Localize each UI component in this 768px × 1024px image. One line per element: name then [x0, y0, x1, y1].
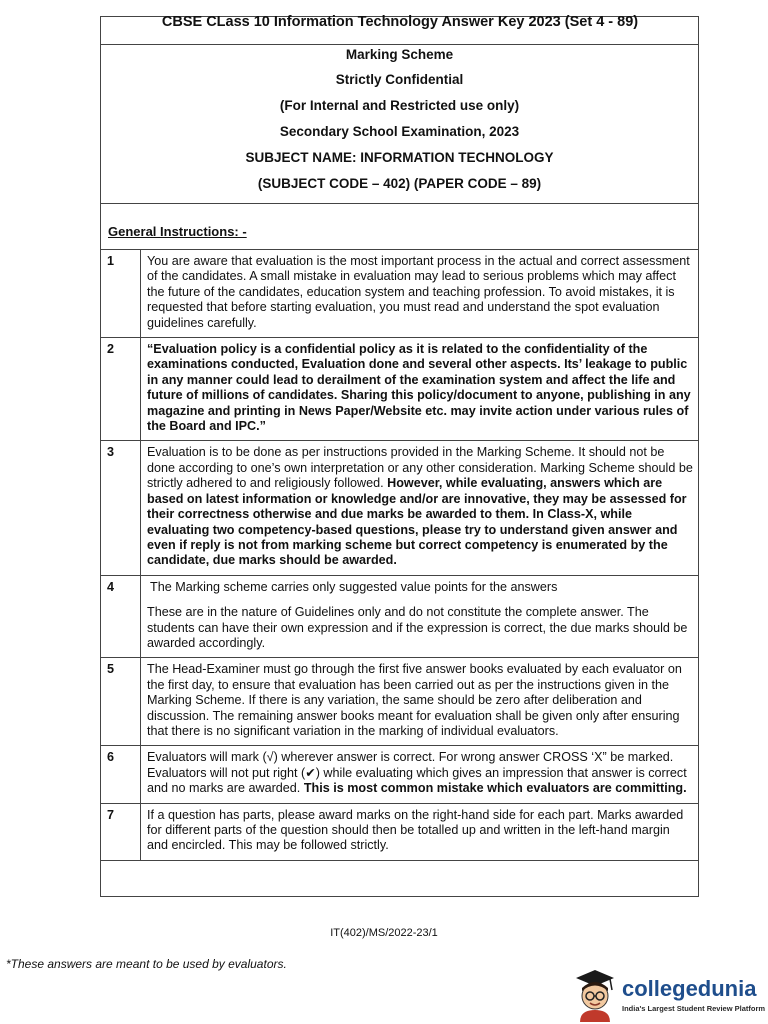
instructions-table [100, 249, 699, 861]
table-row [100, 575, 699, 658]
instruction-body: The Head-Examiner must go through the first five answer books evaluated by each evaluator on the first day, to ensure that evaluation has been carried out as per the instructions given in the Marking Scheme. If there is any variation, the same should be zero after deliberation and discussion. The remaining answer books meant for evaluation shall be given only after ensuring that there is no significant variation in the marking of individual evaluators. [147, 662, 682, 738]
instruction-number: 6 [100, 746, 141, 803]
header-line-2: Strictly Confidential [335, 72, 464, 87]
instruction-body-2: These are in the nature of Guidelines only and do not constitute the complete answer. The students can have their own expression and if the expression is correct, the due marks should be awarded accordingly. [147, 605, 688, 650]
marking-scheme-header [100, 44, 699, 204]
instruction-body: If a question has parts, please award marks on the right-hand side for each part. Marks awarded for different parts of the question should then be totalled up and written in the left-hand margin and encircled. This may be followed strictly. [147, 807, 684, 853]
instruction-body: You are aware that evaluation is the most important process in the actual and correct assessment of the candidates. A small mistake in evaluation may lead to serious problems which may affect the future of the candidates, education system and teaching profession. To avoid mistakes, it is requested that before starting evaluation, you must read and understand the spot evaluation guidelines carefully. [147, 254, 690, 330]
instruction-bold: “Evaluation policy is a confidential policy as it is related to the confidentiality of the examinations conducted, Evaluation done and several other aspects. Its’ leakage to public in any manner could lead to derailment of the examination system and affect the life and future of millions of candidates. Sharing this policy/document to anyone, publishing in any magazine and printing in News Paper/Website etc. may invite action under various rules of the Board and IPC.” [147, 342, 691, 434]
header-line-4: Secondary School Examination, 2023 [279, 124, 520, 139]
table-row [100, 658, 699, 746]
footnote: *These answers are meant to be used by evaluators. [6, 957, 287, 971]
instruction-bold: However, while evaluating, answers which are based on latest information or knowledge and/or are innovative, they may be assessed for their correctness otherwise and due marks be awarded to them. In Class-X, while evaluating two competency-based questions, please try to understand given answer and even if reply is not from marking scheme but correct competency is enumerated by the candidate, due marks should be awarded. [147, 476, 687, 568]
instruction-number: 4 [100, 575, 141, 658]
table-row [100, 250, 699, 338]
logo-tagline: India's Largest Student Review Platform [622, 1004, 766, 1013]
instruction-number: 7 [100, 803, 141, 860]
table-row [100, 338, 699, 441]
table-row [100, 746, 699, 803]
instruction-number: 1 [100, 250, 141, 338]
instruction-body: Evaluation is to be done as per instructions provided in the Marking Scheme. It should not be done according to one’s own interpretation or any other consideration. Marking Scheme should be strictly adhered to and religiously followed. [147, 445, 693, 491]
instruction-body: Evaluators will mark (√) wherever answer is correct. For wrong answer CROSS ‘X” be marked. Evaluators will not put right (✔) while evaluating which gives an impression that answer is correct and no marks are awarded. [147, 750, 687, 796]
header-line-5: SUBJECT NAME: INFORMATION TECHNOLOGY [245, 150, 554, 165]
instruction-body: The Marking scheme carries only suggested value points for the answers [150, 579, 558, 594]
table-row [100, 803, 699, 860]
instruction-text [141, 575, 700, 658]
instruction-text [141, 441, 700, 575]
instruction-number: 5 [100, 658, 141, 746]
instruction-bold: This is most common mistake which evaluators are committing. [303, 781, 687, 796]
student-mascot-icon [570, 964, 620, 1022]
page-footer-code: IT(402)/MS/2022-23/1 [330, 927, 438, 939]
document-title: CBSE CLass 10 Information Technology Answer Key 2023 (Set 4 - 89) [161, 14, 639, 30]
general-instructions-heading: General Instructions: - [108, 224, 247, 239]
instruction-number: 3 [100, 441, 141, 575]
instruction-text [141, 250, 700, 338]
instruction-text [141, 803, 700, 860]
instruction-text [141, 338, 700, 441]
instruction-number: 2 [100, 338, 141, 441]
header-line-1: Marking Scheme [345, 47, 454, 62]
table-row [100, 441, 699, 575]
header-line-3: (For Internal and Restricted use only) [279, 98, 520, 113]
instruction-text [141, 746, 700, 803]
logo-brand-text: collegedunia [622, 976, 757, 1001]
collegedunia-logo[interactable] [570, 964, 766, 1022]
header-line-6: (SUBJECT CODE – 402) (PAPER CODE – 89) [257, 176, 542, 191]
instruction-text [141, 658, 700, 746]
